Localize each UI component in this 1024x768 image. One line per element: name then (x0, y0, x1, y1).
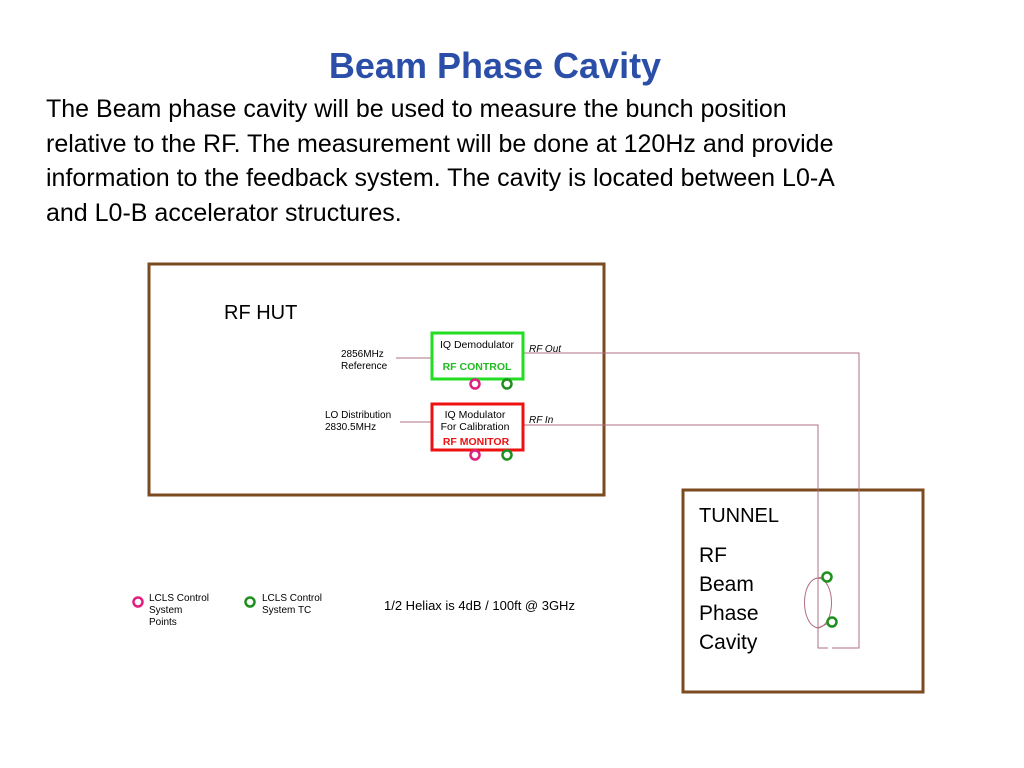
legend-control-tc-label (262, 593, 322, 617)
rf-control-title: IQ Demodulator (439, 339, 515, 351)
reference-input-label-line: Reference (341, 361, 388, 372)
legend-control-points-label (149, 593, 209, 629)
rf-control-tag: RF CONTROL (442, 361, 512, 373)
control-tc-marker (503, 451, 512, 460)
legend-label-line: System TC (262, 605, 312, 616)
rf-monitor-title (430, 409, 520, 433)
reference-input-label-line: 2856MHz (341, 349, 384, 360)
rf-monitor-tag: RF MONITOR (442, 436, 510, 448)
control-tc-marker (503, 380, 512, 389)
lo-input-label-line: LO Distribution (325, 410, 392, 421)
cavity-tc-marker (823, 573, 832, 582)
cavity-device-label-line: Cavity (699, 631, 758, 654)
legend-control-tc-marker (246, 598, 255, 607)
heliax-note: 1/2 Heliax is 4dB / 100ft @ 3GHz (384, 598, 575, 613)
legend-label-line: System (149, 605, 183, 616)
cavity-device-label-line: Phase (699, 602, 759, 625)
legend-label-line: LCLS Control (149, 593, 210, 604)
control-point-marker (471, 380, 480, 389)
legend-label-line: Points (149, 617, 177, 628)
rf-out-label: RF Out (529, 344, 562, 355)
rf-in-cable (523, 425, 828, 648)
rf-hut-enclosure (149, 264, 604, 495)
slide-title: Beam Phase Cavity (328, 45, 662, 86)
reference-input-label (341, 349, 387, 373)
cavity-device-label (699, 541, 759, 657)
rf-in-label: RF In (529, 415, 554, 426)
rf-monitor-title-line: For Calibration (440, 421, 510, 433)
cavity-tc-marker (828, 618, 837, 627)
legend-label-line: LCLS Control (262, 593, 323, 604)
cavity-device-label-line: Beam (699, 573, 754, 596)
rf-hut-label: RF HUT (224, 302, 298, 324)
rf-monitor-title-line: IQ Modulator (444, 409, 506, 421)
control-point-marker (471, 451, 480, 460)
paragraph-line: information to the feedback system. The cavity is located between L0-A (46, 164, 835, 192)
legend-control-point-marker (134, 598, 143, 607)
lo-input-label-line: 2830.5MHz (325, 422, 377, 433)
paragraph-line: The Beam phase cavity will be used to measure the bunch position (46, 95, 787, 123)
lo-input-label (325, 410, 391, 434)
tunnel-label: TUNNEL (699, 505, 780, 527)
cavity-device-label-line: RF (699, 544, 727, 567)
paragraph-line: and L0-B accelerator structures. (46, 198, 402, 227)
paragraph-line: relative to the RF. The measurement will be done at 120Hz and provide (46, 129, 834, 158)
